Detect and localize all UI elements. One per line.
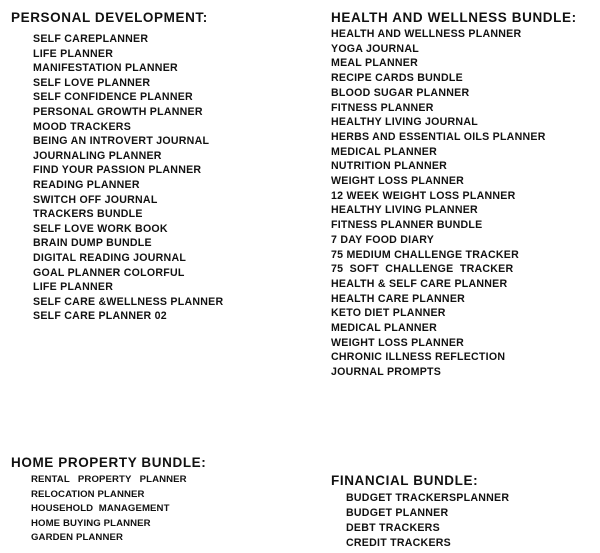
list-item: SELF CARE PLANNER 02 xyxy=(33,310,167,323)
home-property-section xyxy=(11,455,206,546)
list-item: WEIGHT LOSS PLANNER xyxy=(331,336,465,349)
personal-development-section xyxy=(11,10,223,324)
section-heading: HOME PROPERTY BUNDLE: xyxy=(11,455,207,470)
health-wellness-section xyxy=(331,10,577,380)
list-item: RENTAL PROPERTY PLANNER xyxy=(31,474,187,485)
list-item: YOGA JOURNAL xyxy=(331,42,419,55)
list-item: SELF CONFIDENCE PLANNER xyxy=(33,91,193,104)
list-item: READING PLANNER xyxy=(33,178,140,191)
section-heading: PERSONAL DEVELOPMENT: xyxy=(11,10,208,25)
list-item: JOURNALING PLANNER xyxy=(33,149,162,162)
list-item: MEDICAL PLANNER xyxy=(331,145,437,158)
list-item: RECIPE CARDS BUNDLE xyxy=(331,72,463,85)
list-item: BUDGET PLANNER xyxy=(346,506,449,519)
list-item: HERBS AND ESSENTIAL OILS PLANNER xyxy=(331,130,546,143)
list-item: BLOOD SUGAR PLANNER xyxy=(331,86,470,99)
list-item: HEALTH & SELF CARE PLANNER xyxy=(331,277,508,290)
list-item: GOAL PLANNER COLORFUL xyxy=(33,266,185,279)
section-heading: FINANCIAL BUNDLE: xyxy=(331,473,479,488)
list-item: HEALTHY LIVING JOURNAL xyxy=(331,116,478,129)
section-heading: HEALTH AND WELLNESS BUNDLE: xyxy=(331,10,577,25)
list-item: 75 SOFT CHALLENGE TRACKER xyxy=(331,263,514,276)
list-item: HOUSEHOLD MANAGEMENT xyxy=(31,503,170,515)
list-item: HEALTHY LIVING PLANNER xyxy=(331,204,478,217)
list-item: MEAL PLANNER xyxy=(331,57,418,70)
list-item: MOOD TRACKERS xyxy=(33,120,132,133)
list-item: LIFE PLANNER xyxy=(33,47,114,60)
planner-list xyxy=(11,32,223,324)
list-item: SELF CARE &WELLNESS PLANNER xyxy=(33,295,224,308)
list-item: SELF LOVE PLANNER xyxy=(33,76,151,89)
list-item: MANIFESTATION PLANNER xyxy=(33,62,178,75)
list-item: HEALTH AND WELLNESS PLANNER xyxy=(331,28,522,40)
list-item: PERSONAL GROWTH PLANNER xyxy=(33,105,203,118)
list-item: FITNESS PLANNER BUNDLE xyxy=(331,219,483,232)
list-item: NUTRITION PLANNER xyxy=(331,160,448,173)
list-item: HEALTH CARE PLANNER xyxy=(331,292,466,305)
list-item: JOURNAL PROMPTS xyxy=(331,366,442,379)
planner-list xyxy=(11,473,206,546)
list-item: RELOCATION PLANNER xyxy=(31,488,145,500)
list-item: WEIGHT LOSS PLANNER xyxy=(331,175,465,188)
list-item: BUDGET TRACKERSPLANNER xyxy=(346,492,510,504)
list-item: LIFE PLANNER xyxy=(33,281,114,294)
list-item: MEDICAL PLANNER xyxy=(331,322,437,335)
list-item: 75 MEDIUM CHALLENGE TRACKER xyxy=(331,248,520,261)
list-item: CREDIT TRACKERS xyxy=(346,536,451,549)
list-item: 7 DAY FOOD DIARY xyxy=(331,233,435,246)
list-item: FITNESS PLANNER xyxy=(331,101,434,114)
list-item: SELF LOVE WORK BOOK xyxy=(33,222,168,235)
planner-list xyxy=(331,491,509,551)
list-item: BRAIN DUMP BUNDLE xyxy=(33,237,152,250)
list-item: TRACKERS BUNDLE xyxy=(33,208,143,221)
list-item: DIGITAL READING JOURNAL xyxy=(33,251,187,264)
list-item: KETO DIET PLANNER xyxy=(331,307,446,320)
list-item: SWITCH OFF JOURNAL xyxy=(33,193,158,206)
list-item: DEBT TRACKERS xyxy=(346,521,440,534)
list-item: BEING AN INTROVERT JOURNAL xyxy=(33,135,210,148)
list-item: GARDEN PLANNER xyxy=(31,532,124,544)
list-item: HOME BUYING PLANNER xyxy=(31,517,151,529)
financial-section xyxy=(331,473,509,551)
list-item: FIND YOUR PASSION PLANNER xyxy=(33,164,202,177)
list-item: SELF CAREPLANNER xyxy=(33,33,149,45)
planner-list xyxy=(331,27,577,380)
list-item: CHRONIC ILLNESS REFLECTION xyxy=(331,351,506,364)
list-item: 12 WEEK WEIGHT LOSS PLANNER xyxy=(331,189,516,202)
